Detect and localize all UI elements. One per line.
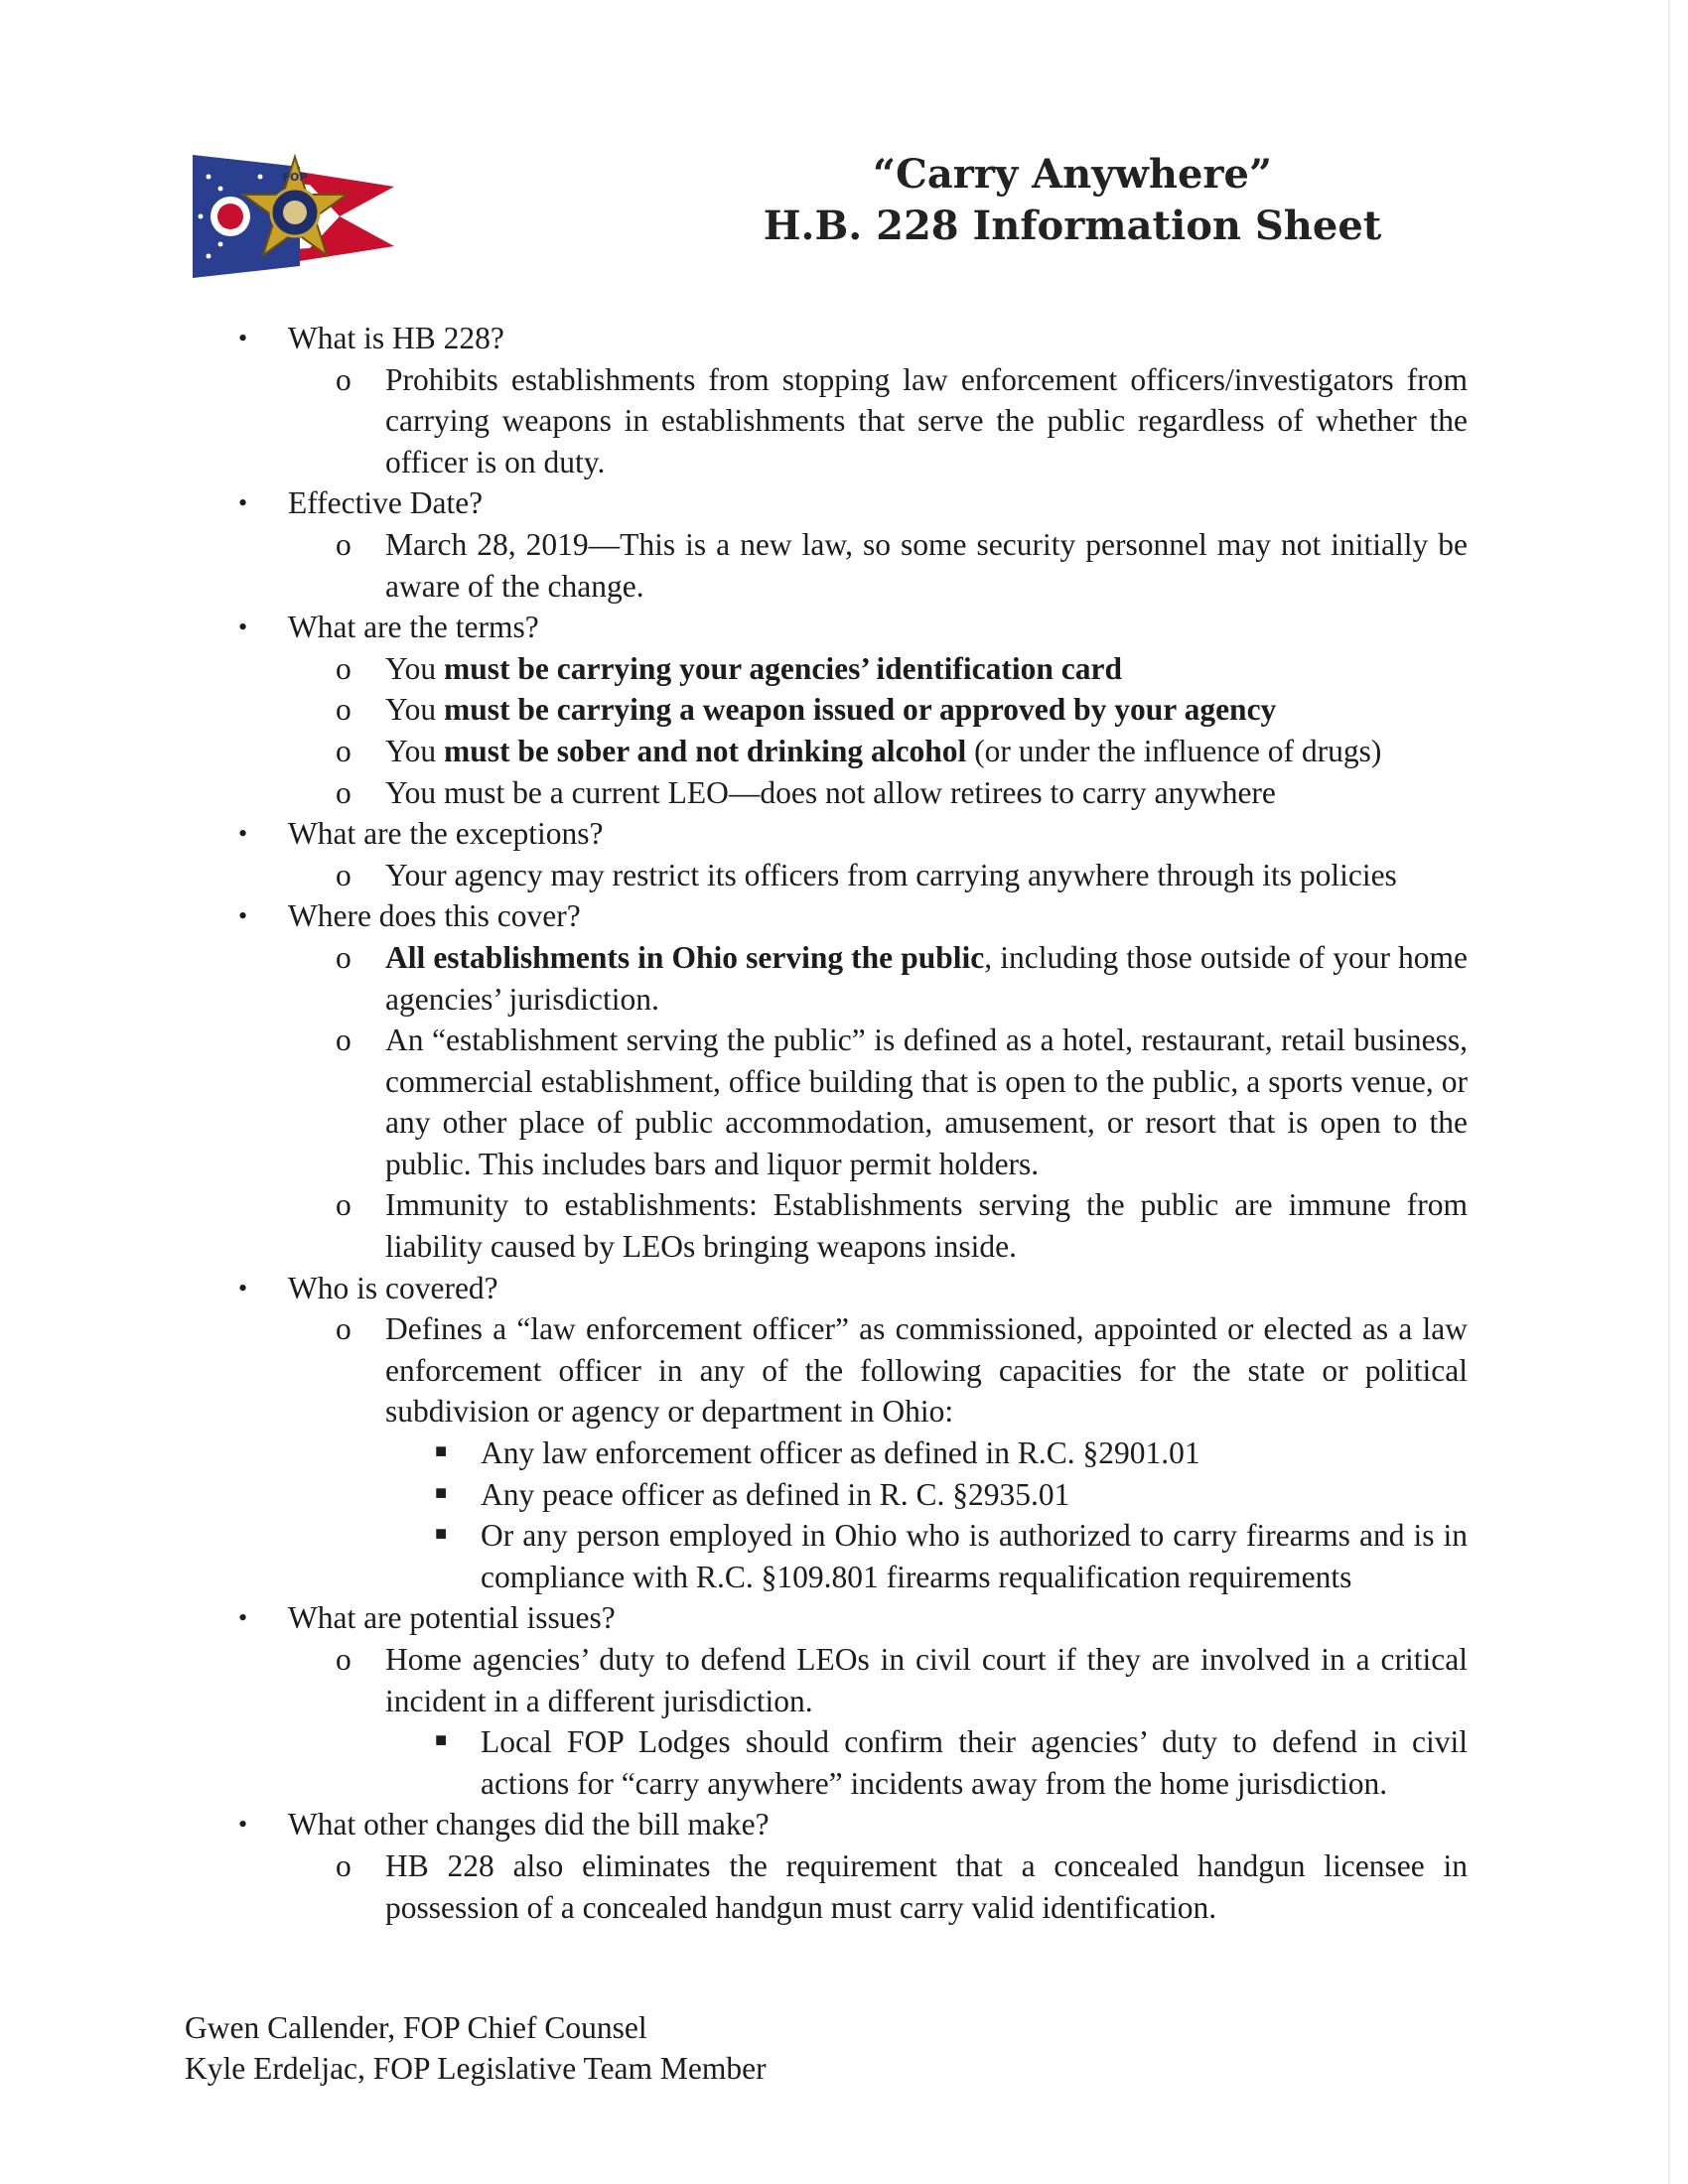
answer-item: o Home agencies’ duty to defend LEOs in civil court if they are involved in a critical incident in a different jurisdiction. <box>336 1642 1468 1718</box>
sub-item: ■ Or any person employed in Ohio who is authorized to carry firearms and is in compliance with R.C. §109.801 firearms requalification requirements <box>435 1518 1468 1594</box>
question-what: • What is HB 228? <box>238 318 1468 359</box>
answer-item: o HB 228 also eliminates the requirement that a concealed handgun licensee in possession of a concealed handgun must carry valid identification. <box>336 1847 1468 1925</box>
answer-item: o March 28, 2019—This is a new law, so some security personnel may not initially be aware of the change. <box>336 526 1468 604</box>
answer-item: o An “establishment serving the public” is defined as a hotel, restaurant, retail business, commercial establishment, office building that is open to the public, a sports venue, or any other place of public accommodation, amusement, or resort that is open to the public. This includes bars and liquor permit holders. <box>336 1023 1468 1181</box>
scan-edge <box>1668 0 1670 2184</box>
fop-ohio-flag-logo <box>191 147 399 286</box>
question-date: • Effective Date? <box>238 482 1468 524</box>
signature-line-2: Kyle Erdeljac, FOP Legislative Team Member <box>185 2051 767 2086</box>
question-other: • What other changes did the bill make? <box>238 1804 1468 1845</box>
title-block <box>695 149 1450 252</box>
answer-item: o Your agency may restrict its officers from carrying anywhere through its policies <box>336 857 1397 892</box>
answer-item: o All establishments in Ohio serving the public, including those outside of your home agencies’ jurisdiction. <box>336 939 1468 1017</box>
answer-item: o You must be a current LEO—does not allow retirees to carry anywhere <box>336 774 1276 810</box>
answer-item: o You must be carrying your agencies’ identification card <box>336 650 1122 686</box>
question-cover: • Where does this cover? <box>238 895 1468 937</box>
page-subtitle: H.B. 228 Information Sheet <box>763 203 1382 249</box>
question-issues: • What are potential issues? <box>238 1597 1468 1639</box>
answer-item: o You must be sober and not drinking alcohol (or under the influence of drugs) <box>336 733 1382 768</box>
sub-item: ■ Any peace officer as defined in R. C. §2935.01 <box>435 1476 1070 1512</box>
sub-item: ■ Local FOP Lodges should confirm their agencies’ duty to defend in civil actions for “carry anywhere” incidents away from the home jurisdiction. <box>435 1724 1468 1801</box>
info-list <box>238 318 1468 1928</box>
answer-item: o You must be carrying a weapon issued or approved by your agency <box>336 692 1277 728</box>
signature-block <box>185 2007 767 2089</box>
question-exceptions: • What are the exceptions? <box>238 813 1468 855</box>
sub-item: ■ Any law enforcement officer as defined in R.C. §2901.01 <box>435 1435 1200 1471</box>
fop-logo-letters: FOP <box>282 171 308 184</box>
page-title: “Carry Anywhere” <box>873 151 1272 198</box>
question-terms: • What are the terms? <box>238 607 1468 648</box>
question-covered: • Who is covered? <box>238 1268 1468 1309</box>
answer-item: o Defines a “law enforcement officer” as commissioned, appointed or elected as a law enforcement officer in any of the following capacities for the state or political subdivision or agency or department in Ohio: <box>336 1311 1468 1430</box>
answer-item: o Immunity to establishments: Establishments serving the public are immune from liability caused by LEOs bringing weapons inside. <box>336 1187 1468 1265</box>
signature-line-1: Gwen Callender, FOP Chief Counsel <box>185 2010 647 2045</box>
answer-item: o Prohibits establishments from stopping law enforcement officers/investigators from carrying weapons in establishments that serve the public regardless of whether the officer is on duty. <box>336 361 1468 479</box>
